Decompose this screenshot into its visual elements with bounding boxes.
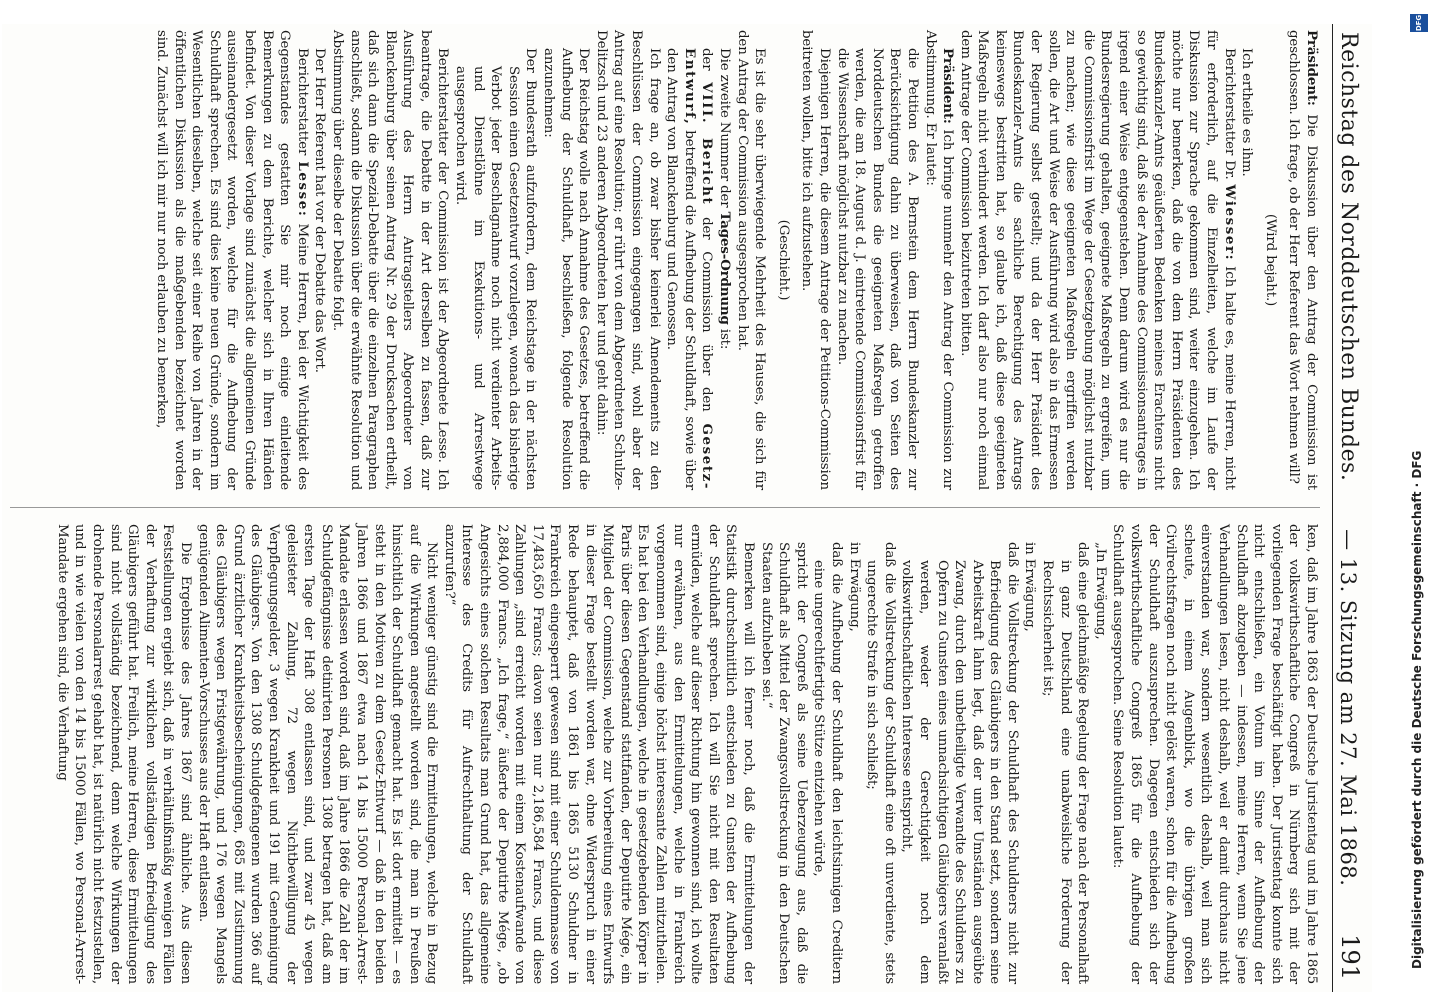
left-paragraph: Berichterstatter Dr. Wiesser: Ich halte es, meine Herren, nicht für erforderlich, auf die Einzelheiten, welche im Laufe der Diskussion zur Sprache gekommen sind, weiter einzugehen. Ich möchte nur bemerken, daß die von dem Herrn Präsidenten des Bundeskanzler-Amts geäußerten Bedenken meines Erachtens nicht so gewichtig sind, daß sie der Annahme des Commissionsantrages in irgend einer Weise entgegenstehen. Denn darum wird es nur die Bundesregierung gehalten, geeignete Maßregeln zu ergreifen, um die Commissionsfrist im Wege der Gesetzgebung möglichst nutzbar zu machen; wie diese geeigneten Maßregeln ergriffen werden sollen, die Art und Weise der Ausführung wird also in das Ermessen der Regierung selbst gestellt; und da der Herr Präsident des Bundeskanzler-Amts die sachliche Berechtigung des Antrags keineswegs bestritten hat, so glaube ich, daß diese geeigneten Maßregeln nicht verhindert werden. Ich darf also nur noch einmal dem Antrage der Commission beizutreten bitten. xyxy=(957,30,1238,490)
left-paragraph: (Wird bejaht.) xyxy=(1262,213,1278,307)
scanned-page xyxy=(2,24,1372,992)
left-paragraph: Berichterstatter Lesse: Meine Herren, bei der Wichtigkeit des Gegenstandes gestatten Sie mir noch einige einleitende Bemerkungen zu dem Berichte, welcher sich in Ihren Händen befindet. Von dieser Vorlage sind zunächst die allgemeinen Gründe auseinandergesetzt worden, welche für die Aufhebung der Schuldhaft sprechen. Es sind dies keine neuen Gründe, sondern im Wesentlichen dieselben, welche seit einer Reihe von Jahren in der öffentlichen Diskussion als die maßgebenden bezeichnet worden sind. Zunächst will ich mir nur noch erlauben zu bemerken, xyxy=(154,30,311,491)
right-paragraph: ken, daß im Jahre 1863 der Deutsche Juristentag und im Jahre 1865 der volkswirthschaftliche Congreß in Nürnberg sich mit der vorliegenden Frage beschäftigt haben. Der Juristentag konnte sich nicht entschließen, ein Votum im Sinne der Aufhebung der Schuldhaft abzugeben — indessen, meine Herren, wenn Sie jene Verhandlungen lesen, nicht deshalb, weil er damit durchaus nicht einverstanden war, sondern wesentlich deshalb, weil man sich scheute, in einem Augenblick, wo die übrigen großen Civilrechtsfragen noch nicht gelöst waren, schon für die Aufhebung der Schuldhaft auszusprechen. Dagegen entschieden sich der volkswirthschaftliche Congreß 1865 für die Aufhebung der Schuldhaft ausgesprochen. Seine Resolution lautet: xyxy=(1110,524,1319,984)
right-paragraph: daß die Aufhebung der Schuldhaft den leichtsinnigen Creditern eine ungerechtfertigte Stütze entziehen würde, xyxy=(811,542,844,984)
right-paragraph: in Erwägung, xyxy=(846,542,862,632)
left-paragraph: Der Bundesrath aufzufordern, dem Reichstage in der nächsten Session einen Gesetzentwurf vorzulegen, wonach das bisherige Verbot jeder Beschlagnahme noch nicht verdienter Arbeits- und Dienstlöhne im Exekutions- und Arrestwege ausgesprochen wird. xyxy=(453,48,539,490)
left-paragraph: Die zweite Nummer der Tages-Ordnung ist: xyxy=(717,48,733,350)
page-header xyxy=(1332,24,1372,992)
dfg-logo: DFG xyxy=(1410,14,1428,32)
left-paragraph: Der Reichstag wolle nach Annahme des Gesetzes, betreffend die Aufhebung der Schuldhaft, beschließen, folgende Resolution anzunehmen: xyxy=(541,48,592,490)
left-paragraph: (Geschieht.) xyxy=(775,219,791,301)
left-paragraph: Berichterstatter der Commission ist der Abgeordnete Lesse. Ich beantrage, die Debatte in der Art derselben zu fassen, daß zur Ausführung des Herrn Antragstellers Abgeordneter von Blanckenburg über seinen Antrag Nr. 29 der Drucksachen ertheilt, daß sich dann die Spezial-Debatte über die einzelnen Paragraphen anschließt, sodann die Diskussion über die erwähnte Resolution und Abstimmung über dieselbe der Debatte folgt. xyxy=(329,30,451,490)
left-paragraph: Ich frage an, ob zwar bisher keinerlei Amendements zu den Beschlüssen der Commission eingegangen sind, wohl aber der Antrag auf eine Resolution; er rührt von dem Abgeordneten Schulze-Delitzsch und 23 anderen Abgeordneten her und geht dahin: xyxy=(593,30,662,490)
left-paragraph: Präsident: Ich bringe nunmehr den Antrag der Commission zur Abstimmung. Er lautet: xyxy=(922,30,957,490)
running-title-right: — 13. Sitzung am 27. Mai 1868. xyxy=(1336,529,1360,887)
left-paragraph: Der Herr Referent hat vor der Debatte das Wort. xyxy=(312,48,328,373)
column-divider xyxy=(10,507,1320,508)
right-paragraph: Bemerken will ich ferner noch, daß die Ermittelungen der Statistik durchschnittlich entschieden zu Gunsten der Aufhebung der Schuldhaft sprechen. Ich will Sie nicht mit den Resultaten ermüden, welche auf dieser Richtung hin gewonnen sind, ich wollte nur erwähnen, aus den Ermittelungen, welche in Frankreich vorgenommen sind, einige höchst interessante Zahlen mitzutheilen. Es hat bei den Verhandlungen, welche in gesetzgebenden Körper in Paris über diesen Gegenstand stattfanden, der Deputirte Mége, ein Mitglied der Commission, welche zur Vorbereitung eines Entwurfs in dieser Frage bestellt worden war, ohne Widerspruch in einer Rede behauptet, daß von 1861 bis 1865 5130 Schuldner in Frankreich eingesperrt gewesen sind mit einer Schuldenmasse von 17,483,650 Francs; davon seien nur 2,186,584 Francs, und diese Zahlungen „sind erreicht worden mit einem Kostenaufwande von 2,884,000 Francs. „Ich frage,“ äußerte der Deputirte Mége, „ob Angesichts eines solchen Resultats man Grund hat, das allgemeine Interesse des Credits für Aufrechthaltung der Schuldhaft anzurufen?“ xyxy=(441,524,756,984)
right-paragraph: daß die Vollstreckung der Schuldhaft des Schuldners nicht zur Befriedigung des Gläubigers in den Stand setzt, sondern seine Arbeitskraft lahm legt, daß der unter Umständen ausgeübte Zwang, durch den unbetheiligte Verwandte des Schuldners zu Opfern zu Gunsten eines unnachsichtigen Gläubigers veranlaßt werden, weder der Gerechtigkeit noch dem volkswirthschaftlichen Interesse entspricht, xyxy=(899,542,1020,984)
left-paragraph: der VIII. Bericht der Commission über den Gesetz-Entwurf, betreffend die Aufhebung der Schuldhaft, sowie über den Antrag von Blanckenburg und Genossen. xyxy=(664,48,716,490)
left-paragraph: Es ist die sehr überwiegende Mehrheit des Hauses, die sich für den Antrag der Commission ausgesprochen hat. xyxy=(734,30,768,490)
right-paragraph: Die Ergebnisse des Jahres 1867 sind ähnliche. Aus diesen Feststellungen ergiebt sich, daß in verhältnißmäßig wenigen Fällen der Verhaftung zur wirklichen vollständigen Befriedigung des Gläubigers geführt hat. Freilich, meine Herren, diese Ermittelungen sind nicht vollständig bezeichnend, denn welche Wirkungen der drohende Personalarrest gehabt hat, ist natürlich nicht festzustellen, und in wie vielen von den 14 bis 15000 Fällen, wo Personal-Arrest-Mandate ergehen sind, die Verhaftung xyxy=(54,524,193,984)
left-paragraph: Präsident: Die Diskussion über den Antrag der Commission ist geschlossen. Ich frage, ob der Herr Referent das Wort nehmen will? xyxy=(1286,30,1320,490)
left-paragraph: Ich ertheile es ihm. xyxy=(1239,48,1255,177)
right-paragraph: daß eine gleichmäßige Regelung der Frage nach der Personalhaft in ganz Deutschland eine unabweisliche Forderung der Rechtssicherheit ist; xyxy=(1040,542,1091,984)
left-paragraph: Diejenigen Herren, die diesem Antrage der Petitions-Commission beitreten wollen, bitte ich aufzustehen. xyxy=(799,30,832,490)
running-title-left: Reichstag des Norddeutschen Bundes. xyxy=(1336,32,1361,482)
right-paragraph: daß die Vollstreckung der Schuldhaft eine oft unverdiente, stets ungerechte Strafe in sich schließt; xyxy=(864,542,897,984)
left-column xyxy=(10,30,1320,490)
page-number: 191 xyxy=(1336,934,1364,980)
dfg-watermark xyxy=(1408,14,1430,982)
right-paragraph: Nicht weniger günstig sind die Ermittelungen, welche in Bezug auf die Wirkungen angestellt worden sind, die man in Preußen hinsichtlich der Schuldhaft gemacht hat. Es ist dort ermittelt — es steht in den Motiven zu dem Gesetz-Entwurf — daß in den beiden Jahren 1866 und 1867 etwa nach 14 bis 15000 Personal-Arrest-Mandate erlassen worden sind, daß im Jahre 1866 die Zahl der im Schuldgefängnisse detinirten Personen 1308 betragen hat, daß am ersten Tage der Haft 308 entlassen sind, und zwar 45 wegen geleisteter Zahlung, 72 wegen Nichtbewilligung der Verpflegungsgelder, 3 wegen Krankheit und 191 mit Genehmigung des Gläubigers. Von den 1308 Schuldgefangenen wurden 366 auf Grund ärztlicher Krankheitsbescheinigungen, 685 mit Zustimmung des Gläubigers wegen Fristgewährung, und 176 wegen Mangels genügenden Alimenten-Vorschusses aus der Haft entlassen. xyxy=(195,524,440,984)
right-paragraph: „In Erwägung, xyxy=(1092,542,1108,640)
right-paragraph: spricht der Congreß als seine Ueberzeugung aus, daß die Schuldhaft als Mittel der Zwangsvollstreckung in den Deutschen Staaten aufzuheben sei.“ xyxy=(758,542,809,984)
left-paragraph: die Petition des A. Bernstein dem Herrn Bundeskanzler zur Berücksichtigung dahin zu überweisen, daß von Seiten des Norddeutschen Bundes die geeigneten Maßregeln getroffen werden, die am 18. August d. J. eintretende Commissionsfrist für die Wissenschaft möglichst nutzbar zu machen. xyxy=(834,48,920,490)
right-column xyxy=(10,524,1320,984)
right-paragraph: in Erwägung, xyxy=(1022,542,1038,632)
dfg-watermark-text: Digitalisierung gefördert durch die Deutsche Forschungsgemeinschaft · DFG xyxy=(1410,450,1424,969)
